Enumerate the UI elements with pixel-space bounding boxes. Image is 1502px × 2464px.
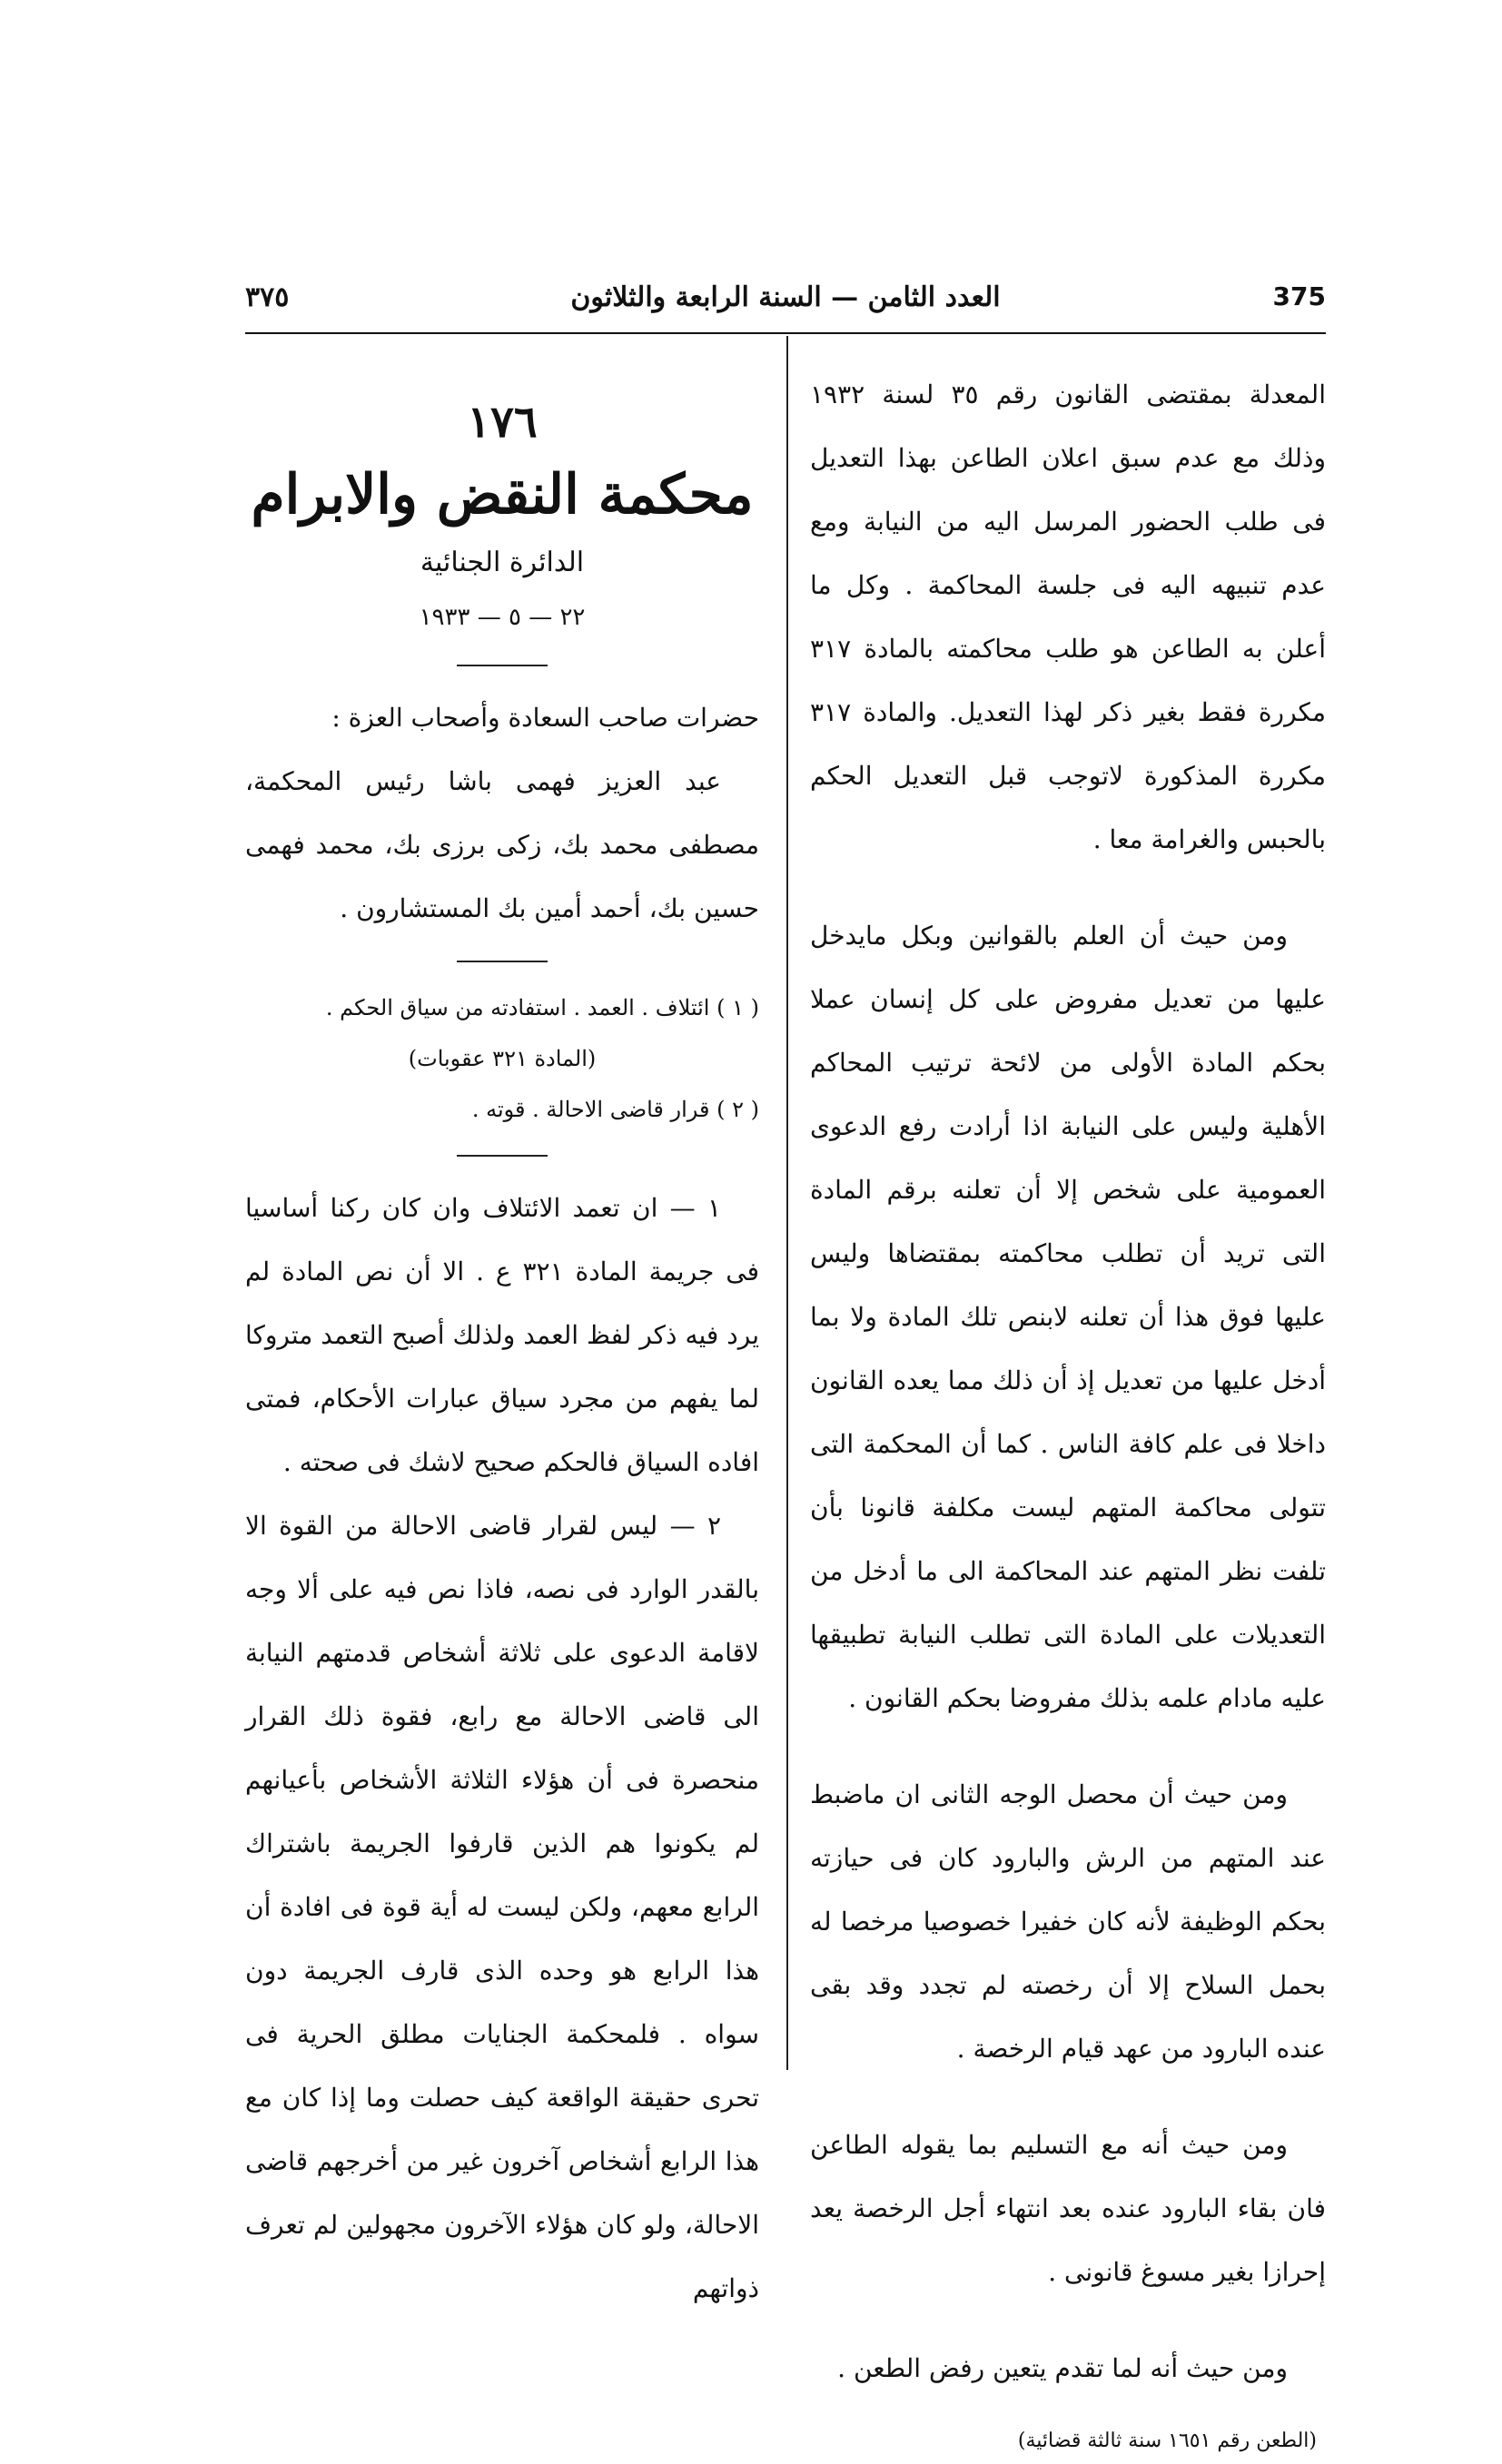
paragraph: ومن حيث أن محصل الوجه الثانى ان ماضبط عند المتهم من الرش والبارود كان فى حيازته بحكم الوظيفة لأنه كان خفيرا خصوصيا مرخصا له بحمل السلاح إلا أن رخصته لم تجدد وقد بقى عنده البارود من عهد قيام الرخصة .: [810, 1779, 1326, 2064]
principle: ٢ — ليس لقرار قاضى الاحالة من القوة الا بالقدر الوارد فى نصه، فاذا نص فيه على ألا وجه لاقامة الدعوى على ثلاثة أشخاص قدمتهم النيابة الى قاضى الاحالة مع رابع، فقوة ذلك القرار منحصرة فى أن هؤلاء الثلاثة الأشخاص بأعيانهم لم يكونوا هم الذين قارفوا الجريمة باشتراك الرابع معهم، ولكن ليست له أية قوة فى افادة أن هذا الرابع هو وحده الذى قارف الجريمة دون سواه . فلمحكمة الجنايات مطلق الحرية فى تحرى حقيقة الواقعة كيف حصلت وما إذا كان مع هذا الرابع أشخاص آخرون غير من أخرجهم قاضى الاحالة، ولو كان هؤلاء الآخرون مجهولين لم تعرف ذواتهم: [245, 1511, 759, 2303]
principle: ١ — ان تعمد الائتلاف وان كان ركنا أساسيا فى جريمة المادة ٣٢١ ع . الا أن نص المادة لم يرد فيه ذكر لفظ العمد ولذلك أصبح التعمد متروكا لما يفهم من مجرد سياق عبارات الأحكام، فمتى افاده السياق فالحكم صحيح لاشك فى صحته .: [245, 1193, 759, 1477]
running-header: [245, 281, 1326, 336]
circuit-name: الدائرة الجنائية: [420, 547, 585, 578]
page-number-latin: 375: [1272, 281, 1326, 311]
bench-members: عبد العزيز فهمى باشا رئيس المحكمة، مصطفى محمد بك، زكى برزى بك، محمد فهمى حسين بك، أحمد أمين بك المستشارون .: [245, 766, 759, 923]
headnote-sub: (المادة ٣٢١ عقوبات): [408, 1046, 597, 1071]
case-number: ١٧٦: [467, 397, 538, 448]
header-rule: [245, 332, 1326, 334]
paragraph: ومن حيث أن العلم بالقوانين وبكل مايدخل عليها من تعديل مفروض على كل إنسان عملا بحكم المادة الأولى من لائحة ترتيب المحاكم الأهلية وليس على النيابة اذا أرادت رفع الدعوى العمومية على شخص إلا أن تعلنه برقم المادة التى تريد أن تطلب محاكمته بمقتضاها وليس عليها فوق هذا أن تعلنه لابنص تلك المادة ولا بما أدخل عليها من تعديل إذ أن ذلك مما يعده القانون داخلا فى علم كافة الناس . كما أن المحكمة التى تتولى محاكمة المتهم ليست مكلفة قانونا بأن تلفت نظر المتهم عند المحاكمة الى ما أدخل من التعديلات على المادة التى تطلب النيابة تطبيقها عليه مادام علمه بذلك مفروضا بحكم القانون .: [810, 921, 1326, 1713]
divider: [457, 961, 548, 962]
court-name: محكمة النقض والابرام: [251, 463, 754, 527]
right-column: [810, 363, 1326, 2464]
page-number-arabic: ٣٧٥: [245, 281, 290, 313]
paragraph: ومن حيث أنه مع التسليم بما يقوله الطاعن فان بقاء البارود عنده بعد انتهاء أجل الرخصة يعد إحرازا بغير مسوغ قانونى .: [810, 2130, 1326, 2287]
headnote: ( ١ ) ائتلاف . العمد . استفادته من سياق الحكم .: [325, 995, 759, 1020]
judgment-date: ٢٢ — ٥ — ١٩٣٣: [419, 604, 586, 631]
left-column: [245, 390, 759, 2321]
column-divider: [786, 336, 788, 2070]
headnote: ( ٢ ) قرار قاضى الاحالة . قوته .: [471, 1097, 759, 1122]
bench-intro: حضرات صاحب السعادة وأصحاب العزة :: [331, 703, 759, 733]
divider: [457, 1155, 548, 1157]
divider: [457, 665, 548, 666]
paragraph: ومن حيث أنه لما تقدم يتعين رفض الطعن .: [837, 2353, 1288, 2383]
paragraph: المعدلة بمقتضى القانون رقم ٣٥ لسنة ١٩٣٢ وذلك مع عدم سبق اعلان الطاعن بهذا التعديل فى طلب الحضور المرسل اليه من النيابة ومع عدم تنبيهه اليه فى جلسة المحاكمة . وكل ما أعلن به الطاعن هو طلب محاكمته بالمادة ٣١٧ مكررة فقط بغير ذكر لهذا التعديل. والمادة ٣١٧ مكررة المذكورة لاتوجب قبل التعديل الحكم بالحبس والغرامة معا .: [810, 379, 1326, 854]
running-title: العدد الثامن — السنة الرابعة والثلاثون: [570, 281, 1001, 313]
citation-footnote: (الطعن رقم ١٦٥١ سنة ثالثة قضائية): [1017, 2430, 1317, 2452]
